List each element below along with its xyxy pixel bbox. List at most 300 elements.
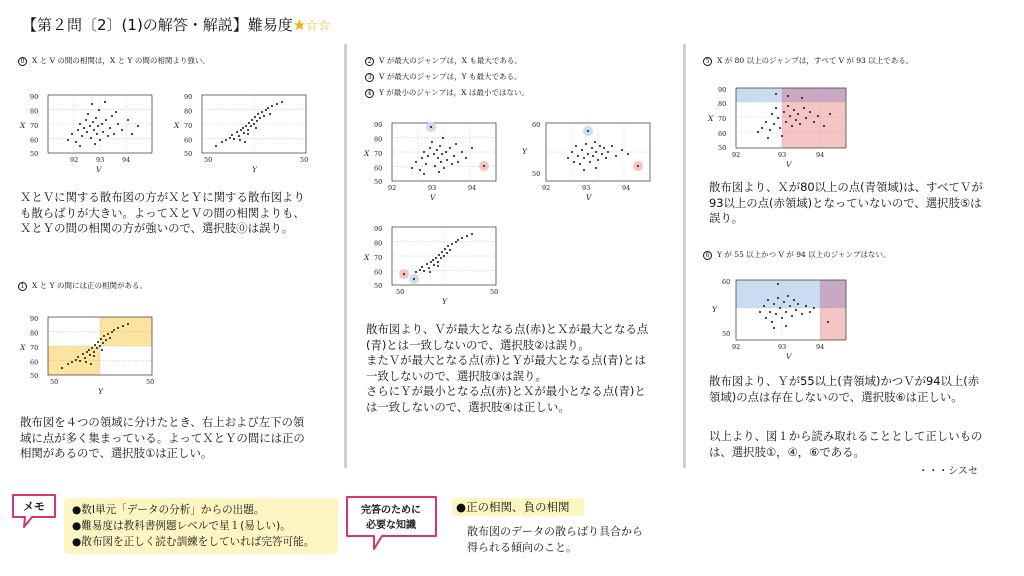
scatter-point	[244, 141, 246, 143]
option-3-statement: 3 V が最大のジャンプは，Y も最大である。	[365, 72, 522, 82]
scatter-point	[433, 264, 435, 266]
svg-text:70: 70	[374, 150, 383, 158]
scatter-point	[240, 129, 242, 131]
scatter-point	[439, 145, 441, 147]
scatter-point	[403, 273, 405, 275]
scatter-point	[457, 239, 459, 241]
memo-item: ●散布図を正しく読む訓練をしていれば完答可能。	[72, 536, 315, 548]
scatter-point	[415, 271, 417, 273]
scatter-point	[122, 325, 124, 327]
scatter-point	[789, 115, 791, 117]
axis-label-x: X	[364, 253, 370, 262]
scatter-point	[795, 119, 797, 121]
axis-label-y: Y	[522, 147, 527, 156]
scatter-x-vs-y	[174, 90, 312, 174]
svg-text:94: 94	[122, 156, 131, 164]
axis-label-y: Y	[252, 165, 257, 174]
scatter-point	[85, 119, 87, 121]
scatter-point	[446, 159, 448, 161]
svg-text:90: 90	[30, 315, 39, 323]
scatter-point	[451, 243, 453, 245]
scatter-point	[115, 111, 117, 113]
scatter-point	[567, 157, 569, 159]
required-knowledge-callout	[344, 494, 440, 552]
scatter-point	[79, 145, 81, 147]
explanation-option-1: 散布図を４つの領域に分けたとき、右上および左下の領 域に点が多く集まっている。よってＸとＹの間には正の 相関があるので、選択肢①は正しい。	[20, 415, 305, 460]
scatter-point	[75, 141, 77, 143]
svg-text:93: 93	[778, 151, 787, 159]
scatter-y-vs-v-regions	[712, 276, 856, 361]
scatter-point	[577, 155, 579, 157]
svg-text:50: 50	[490, 288, 499, 296]
scatter-point	[104, 101, 106, 103]
knowledge-heading: ●正の相関、負の相関	[452, 498, 584, 516]
region-overlap	[820, 280, 846, 308]
scatter-point	[765, 317, 767, 319]
option-1-statement: 1 X と Y の間には正の相関がある。	[18, 281, 147, 291]
scatter-point	[783, 301, 785, 303]
scatter-point	[813, 121, 815, 123]
axis-label-v: V	[430, 193, 436, 202]
scatter-point	[94, 143, 96, 145]
svg-text:50: 50	[374, 282, 383, 290]
column-divider-left	[344, 44, 347, 468]
option-0-statement: 0 X と V の間の相関は，X と Y の間の相関より強い。	[18, 56, 210, 66]
scatter-point	[595, 151, 597, 153]
scatter-point	[127, 323, 129, 325]
scatter-point	[827, 321, 829, 323]
scatter-point	[428, 267, 430, 269]
scatter-point	[261, 111, 263, 113]
scatter-point	[823, 125, 825, 127]
scatter-point	[93, 129, 95, 131]
svg-text:90: 90	[374, 225, 383, 233]
memo-callout	[10, 493, 58, 529]
scatter-point	[785, 121, 787, 123]
svg-text:80: 80	[374, 239, 383, 248]
scatter-point	[438, 171, 440, 173]
scatter-point	[793, 109, 795, 111]
scatter-point	[75, 359, 77, 361]
scatter-point	[803, 107, 805, 109]
scatter-point	[585, 143, 587, 145]
svg-text:70: 70	[184, 122, 193, 130]
scatter-point	[591, 147, 593, 149]
scatter-point	[455, 241, 457, 243]
scatter-point	[607, 151, 609, 153]
scatter-point	[81, 135, 83, 137]
scatter-point	[89, 125, 91, 127]
scatter-point	[797, 303, 799, 305]
scatter-point	[267, 107, 269, 109]
scatter-x-vs-v	[20, 90, 158, 174]
scatter-point	[445, 151, 447, 153]
scatter-x-vs-v-highlight	[364, 118, 502, 202]
scatter-point	[117, 123, 119, 125]
scatter-point	[767, 137, 769, 139]
scatter-point	[86, 131, 88, 133]
axis-label-x: X	[20, 121, 26, 130]
scatter-point	[265, 109, 267, 111]
scatter-point	[430, 261, 432, 263]
scatter-point	[767, 299, 769, 301]
scatter-point	[99, 345, 101, 347]
scatter-point	[93, 355, 95, 357]
scatter-point	[269, 113, 271, 115]
svg-text:50: 50	[30, 150, 39, 158]
svg-text:90: 90	[718, 86, 727, 94]
scatter-point	[437, 157, 439, 159]
svg-text:60: 60	[718, 130, 727, 138]
scatter-point	[763, 305, 765, 307]
scatter-point	[239, 139, 241, 141]
svg-text:50: 50	[184, 150, 193, 158]
scatter-point	[90, 137, 92, 139]
scatter-point	[805, 305, 807, 307]
option-2-statement: 2 V が最大のジャンプは，X も最大である。	[365, 56, 522, 66]
svg-text:60: 60	[722, 278, 731, 286]
scatter-point	[137, 125, 139, 127]
conclusion: 以上より、図１から読み取れることとして正しいもの は、選択肢①，④，⑥である。	[709, 429, 983, 459]
scatter-point	[97, 125, 99, 127]
scatter-point	[785, 311, 787, 313]
svg-text:50: 50	[722, 330, 731, 338]
scatter-point	[434, 165, 436, 167]
scatter-point	[111, 115, 113, 117]
scatter-point	[103, 335, 105, 337]
scatter-point	[86, 351, 88, 353]
svg-text:80: 80	[374, 135, 383, 144]
svg-text:94: 94	[468, 184, 477, 192]
scatter-point	[247, 133, 249, 135]
scatter-point	[805, 117, 807, 119]
scatter-point	[440, 161, 442, 163]
axis-label-v: V	[786, 160, 792, 169]
scatter-point	[444, 248, 446, 250]
svg-text:90: 90	[30, 93, 39, 101]
knowledge-body: 散布図のデータの散らばり具合から 得られる傾向のこと。	[467, 525, 643, 554]
scatter-point	[440, 257, 442, 259]
scatter-point	[107, 135, 109, 137]
explanation-option-6: 散布図より、Ｙが55以上(青領域)かつＶが94以上(赤 領域)の点は存在しないので、選択肢⑥は正しい。	[709, 374, 980, 404]
scatter-point	[432, 259, 434, 261]
scatter-point	[102, 342, 104, 344]
answer-signature: ・・・シスセ	[918, 466, 978, 477]
axis-label-x: X	[174, 121, 180, 130]
scatter-point	[254, 116, 256, 118]
scatter-point	[276, 103, 278, 105]
scatter-y-vs-v-highlight	[522, 118, 656, 202]
scatter-point	[113, 133, 115, 135]
scatter-point	[791, 125, 793, 127]
option-6-statement: 6 Y が 55 以上かつ V が 94 以上のジャンプはない。	[703, 250, 891, 260]
scatter-point	[787, 105, 789, 107]
scatter-point	[773, 303, 775, 305]
svg-text:50: 50	[532, 170, 541, 178]
scatter-point	[437, 265, 439, 267]
scatter-point	[435, 257, 437, 259]
scatter-point	[88, 349, 90, 351]
scatter-point	[131, 133, 133, 135]
scatter-point	[483, 165, 485, 167]
explanation-option-0: ＸとＶに関する散布図の方がＸとＹに関する散布図より も散らばりが大きい。よってＸとＶの間の相関よりも、 ＸとＹの間の相関の方が強いので、選択肢⓪は誤り。	[20, 190, 305, 235]
scatter-point	[109, 337, 111, 339]
scatter-point	[423, 270, 425, 272]
scatter-point	[89, 354, 91, 356]
scatter-point	[229, 137, 231, 139]
scatter-point	[795, 309, 797, 311]
scatter-point	[263, 115, 265, 117]
scatter-point	[461, 151, 463, 153]
scatter-point	[105, 339, 107, 341]
scatter-point	[271, 105, 273, 107]
scatter-point	[771, 113, 773, 115]
scatter-point	[573, 161, 575, 163]
scatter-point	[441, 153, 443, 155]
scatter-point	[801, 97, 803, 99]
scatter-point	[85, 361, 87, 363]
scatter-point	[769, 311, 771, 313]
scatter-point	[441, 251, 443, 253]
svg-text:92: 92	[542, 184, 551, 192]
scatter-point	[775, 313, 777, 315]
scatter-point	[84, 357, 86, 359]
scatter-point	[437, 261, 439, 263]
scatter-point	[789, 305, 791, 307]
scatter-point	[71, 361, 73, 363]
scatter-point	[100, 338, 102, 340]
svg-text:93: 93	[582, 184, 591, 192]
scatter-point	[95, 117, 97, 119]
svg-text:50: 50	[718, 144, 727, 152]
scatter-point	[457, 161, 459, 163]
scatter-point	[90, 363, 92, 365]
scatter-point	[245, 125, 247, 127]
scatter-point	[471, 147, 473, 149]
scatter-point	[817, 115, 819, 117]
scatter-point	[233, 138, 235, 140]
scatter-point	[771, 321, 773, 323]
svg-text:92: 92	[732, 343, 741, 351]
scatter-point	[777, 117, 779, 119]
scatter-point	[791, 315, 793, 317]
svg-text:50: 50	[50, 378, 59, 386]
scatter-point	[77, 356, 79, 358]
scatter-point	[809, 111, 811, 113]
scatter-point	[243, 132, 245, 134]
svg-text:60: 60	[184, 136, 193, 145]
scatter-point	[787, 295, 789, 297]
scatter-point	[111, 331, 113, 333]
page-title: 【第２問〔2〕(1)の解答・解説】難易度★☆☆	[22, 16, 331, 34]
scatter-point	[571, 151, 573, 153]
scatter-point	[242, 127, 244, 129]
scatter-point	[449, 249, 451, 251]
scatter-point	[430, 126, 432, 128]
svg-text:完答のために: 完答のために	[361, 505, 421, 516]
scatter-point	[109, 127, 111, 129]
axis-label-x: X	[364, 149, 370, 158]
scatter-point	[761, 127, 763, 129]
svg-text:93: 93	[96, 156, 105, 164]
scatter-point	[594, 141, 596, 143]
scatter-point	[433, 153, 435, 155]
memo-item: ●難易度は教科書例題レベルで星１(易しい)。	[72, 520, 291, 532]
scatter-point	[215, 145, 217, 147]
scatter-point	[67, 139, 69, 141]
scatter-point	[785, 325, 787, 327]
svg-text:92: 92	[388, 184, 397, 192]
svg-text:70: 70	[374, 254, 383, 262]
scatter-point	[259, 117, 261, 119]
scatter-point	[121, 129, 123, 131]
axis-label-v: V	[96, 165, 102, 174]
scatter-point	[127, 119, 129, 121]
scatter-point	[94, 344, 96, 346]
scatter-point	[769, 129, 771, 131]
svg-text:92: 92	[70, 156, 79, 164]
axis-label-y: Y	[98, 387, 103, 396]
scatter-point	[443, 167, 445, 169]
axis-label-y: Y	[442, 297, 447, 306]
scatter-point	[627, 153, 629, 155]
scatter-point	[419, 169, 421, 171]
scatter-point	[101, 349, 103, 351]
option-4-statement: 4 Y が最小のジャンプは，X は最小ではない。	[365, 88, 529, 98]
scatter-point	[79, 123, 81, 125]
scatter-point	[92, 121, 94, 123]
scatter-point	[775, 107, 777, 109]
scatter-point	[605, 157, 607, 159]
scatter-point	[425, 163, 427, 165]
scatter-point	[102, 131, 104, 133]
memo-label: メモ	[23, 500, 45, 513]
scatter-point	[256, 120, 258, 122]
scatter-point	[421, 157, 423, 159]
axis-label-y: Y	[712, 305, 717, 314]
scatter-point	[466, 235, 468, 237]
axis-label-x: X	[708, 114, 714, 123]
scatter-point	[423, 151, 425, 153]
scatter-points	[403, 233, 473, 280]
svg-text:50: 50	[300, 156, 309, 164]
scatter-point	[67, 363, 69, 365]
svg-text:94: 94	[622, 184, 631, 192]
scatter-point	[443, 255, 445, 257]
scatter-point	[453, 155, 455, 157]
scatter-x-vs-v-regions	[708, 84, 856, 169]
scatter-point	[471, 233, 473, 235]
scatter-point	[797, 113, 799, 115]
scatter-point	[251, 119, 253, 121]
scatter-point	[779, 127, 781, 129]
scatter-point	[765, 121, 767, 123]
scatter-point	[117, 327, 119, 329]
svg-text:92: 92	[732, 151, 741, 159]
scatter-point	[61, 367, 63, 369]
scatter-point	[105, 119, 107, 121]
svg-text:80: 80	[30, 107, 39, 116]
scatter-point	[599, 145, 601, 147]
scatter-point	[98, 109, 100, 111]
svg-text:80: 80	[184, 107, 193, 116]
scatter-point	[113, 329, 115, 331]
scatter-point	[238, 135, 240, 137]
scatter-point	[91, 347, 93, 349]
scatter-point	[446, 252, 448, 254]
scatter-point	[257, 113, 259, 115]
svg-text:50: 50	[374, 178, 383, 186]
svg-text:90: 90	[374, 121, 383, 129]
scatter-point	[449, 147, 451, 149]
explanation-options-2-4: 散布図より、Ｖが最大となる点(赤)とＸが最大となる点 (青)とは一致しないので、選択肢②は誤り。 またＶが最大となる点(赤)とＹが最大となる点(青)とは 一致しないので、選択肢③は誤り。 さらにＹが最小となる点(赤)とＸが最小となる点(青)と は一致しないので、選択肢④は正しい。	[366, 322, 649, 414]
svg-text:70: 70	[718, 115, 727, 123]
scatter-point	[621, 149, 623, 151]
axis-label-x: X	[20, 343, 26, 352]
scatter-point	[281, 101, 283, 103]
scatter-point	[455, 143, 457, 145]
scatter-point	[79, 360, 81, 362]
scatter-point	[757, 131, 759, 133]
scatter-point	[101, 123, 103, 125]
svg-text:93: 93	[778, 343, 787, 351]
scatter-point	[587, 130, 589, 132]
scatter-point	[247, 129, 249, 131]
scatter-point	[429, 147, 431, 149]
scatter-x-vs-y-highlight	[364, 222, 502, 306]
scatter-point	[97, 341, 99, 343]
scatter-point	[781, 317, 783, 319]
scatter-point	[775, 93, 777, 95]
scatter-point	[601, 153, 603, 155]
scatter-point	[592, 155, 594, 157]
scatter-point	[427, 155, 429, 157]
scatter-point	[583, 169, 585, 171]
svg-text:70: 70	[30, 122, 39, 130]
svg-text:94: 94	[816, 151, 825, 159]
scatter-point	[451, 163, 453, 165]
scatter-point	[426, 263, 428, 265]
svg-text:60: 60	[374, 268, 383, 277]
scatter-point	[225, 139, 227, 141]
scatter-point	[801, 313, 803, 315]
scatter-point	[423, 173, 425, 175]
scatter-point	[438, 254, 440, 256]
scatter-point	[799, 123, 801, 125]
svg-text:94: 94	[816, 343, 825, 351]
svg-text:50: 50	[146, 378, 155, 386]
scatter-point	[597, 159, 599, 161]
scatter-point	[236, 131, 238, 133]
scatter-point	[248, 122, 250, 124]
svg-text:50: 50	[30, 372, 39, 380]
axis-label-v: V	[786, 352, 792, 361]
scatter-point	[793, 299, 795, 301]
scatter-x-vs-y-quadrants	[20, 312, 158, 396]
svg-text:93: 93	[428, 184, 437, 192]
scatter-point	[777, 297, 779, 299]
scatter-point	[773, 327, 775, 329]
scatter-point	[581, 149, 583, 151]
svg-text:50: 50	[204, 156, 213, 164]
scatter-point	[253, 123, 255, 125]
svg-text:90: 90	[184, 93, 193, 101]
svg-text:60: 60	[30, 358, 39, 367]
scatter-point	[579, 163, 581, 165]
scatter-point	[813, 307, 815, 309]
scatter-point	[595, 167, 597, 169]
scatter-point	[611, 145, 613, 147]
